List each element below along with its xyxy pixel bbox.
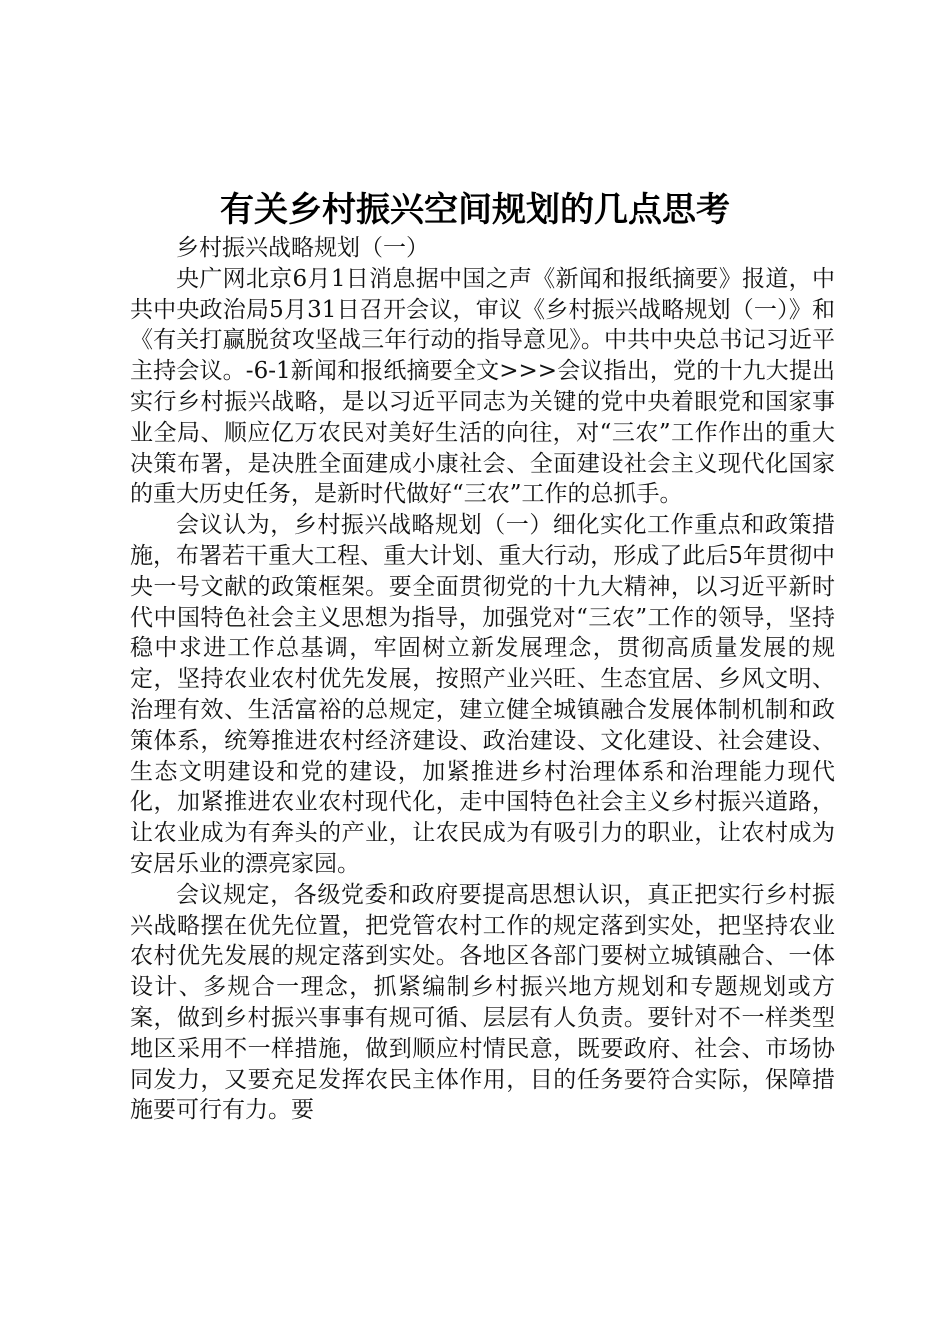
body-paragraph: 会议规定，各级党委和政府要提高思想认识，真正把实行乡村振兴战略摆在优先位置，把党管农村工作的规定落到实处，把坚持农业农村优先发展的规定落到实处。各地区各部门要树立城镇融合、一体设计、多规合一理念，抓紧编制乡村振兴地方规划和专题规划或方案，做到乡村振兴事事有规可循、层层有人负责。要针对不一样类型地区采用不一样措施，做到顺应村情民意，既要政府、社会、市场协同发力，又要充足发挥农民主体作用，目的任务要符合实际，保障措施要可行有力。要: [130, 881, 835, 1124]
section-heading: 乡村振兴战略规划（一）: [176, 235, 429, 261]
document-body: [130, 233, 835, 1126]
document-title: 有关乡村振兴空间规划的几点思考: [220, 190, 730, 230]
body-paragraph: 会议认为，乡村振兴战略规划（一）细化实化工作重点和政策措施，布署若干重大工程、重大计划、重大行动，形成了此后5年贯彻中央一号文献的政策框架。要全面贯彻党的十九大精神，以习近平新时代中国特色社会主义思想为指导，加强党对“三农”工作的领导，坚持稳中求进工作总基调，牢固树立新发展理念，贯彻高质量发展的规定，坚持农业农村优先发展，按照产业兴旺、生态宜居、乡风文明、治理有效、生活富裕的总规定，建立健全城镇融合发展体制机制和政策体系，统筹推进农村经济建设、政治建设、文化建设、社会建设、生态文明建设和党的建设，加紧推进乡村治理体系和治理能力现代化，加紧推进农业农村现代化，走中国特色社会主义乡村振兴道路，让农业成为有奔头的产业，让农民成为有吸引力的职业，让农村成为安居乐业的漂亮家园。: [130, 512, 835, 877]
body-paragraph: 央广网北京6月1日消息据中国之声《新闻和报纸摘要》报道，中共中央政治局5月31日召开会议，审议《乡村振兴战略规划（一）》和《有关打赢脱贫攻坚战三年行动的指导意见》。中共中央总书记习近平主持会议。-6-1新闻和报纸摘要全文>>>会议指出，党的十九大提出实行乡村振兴战略，是以习近平同志为关键的党中央着眼党和国家事业全局、顺应亿万农民对美好生活的向往，对“三农”工作作出的重大决策布署，是决胜全面建成小康社会、全面建设社会主义现代化国家的重大历史任务，是新时代做好“三农”工作的总抓手。: [130, 265, 835, 508]
